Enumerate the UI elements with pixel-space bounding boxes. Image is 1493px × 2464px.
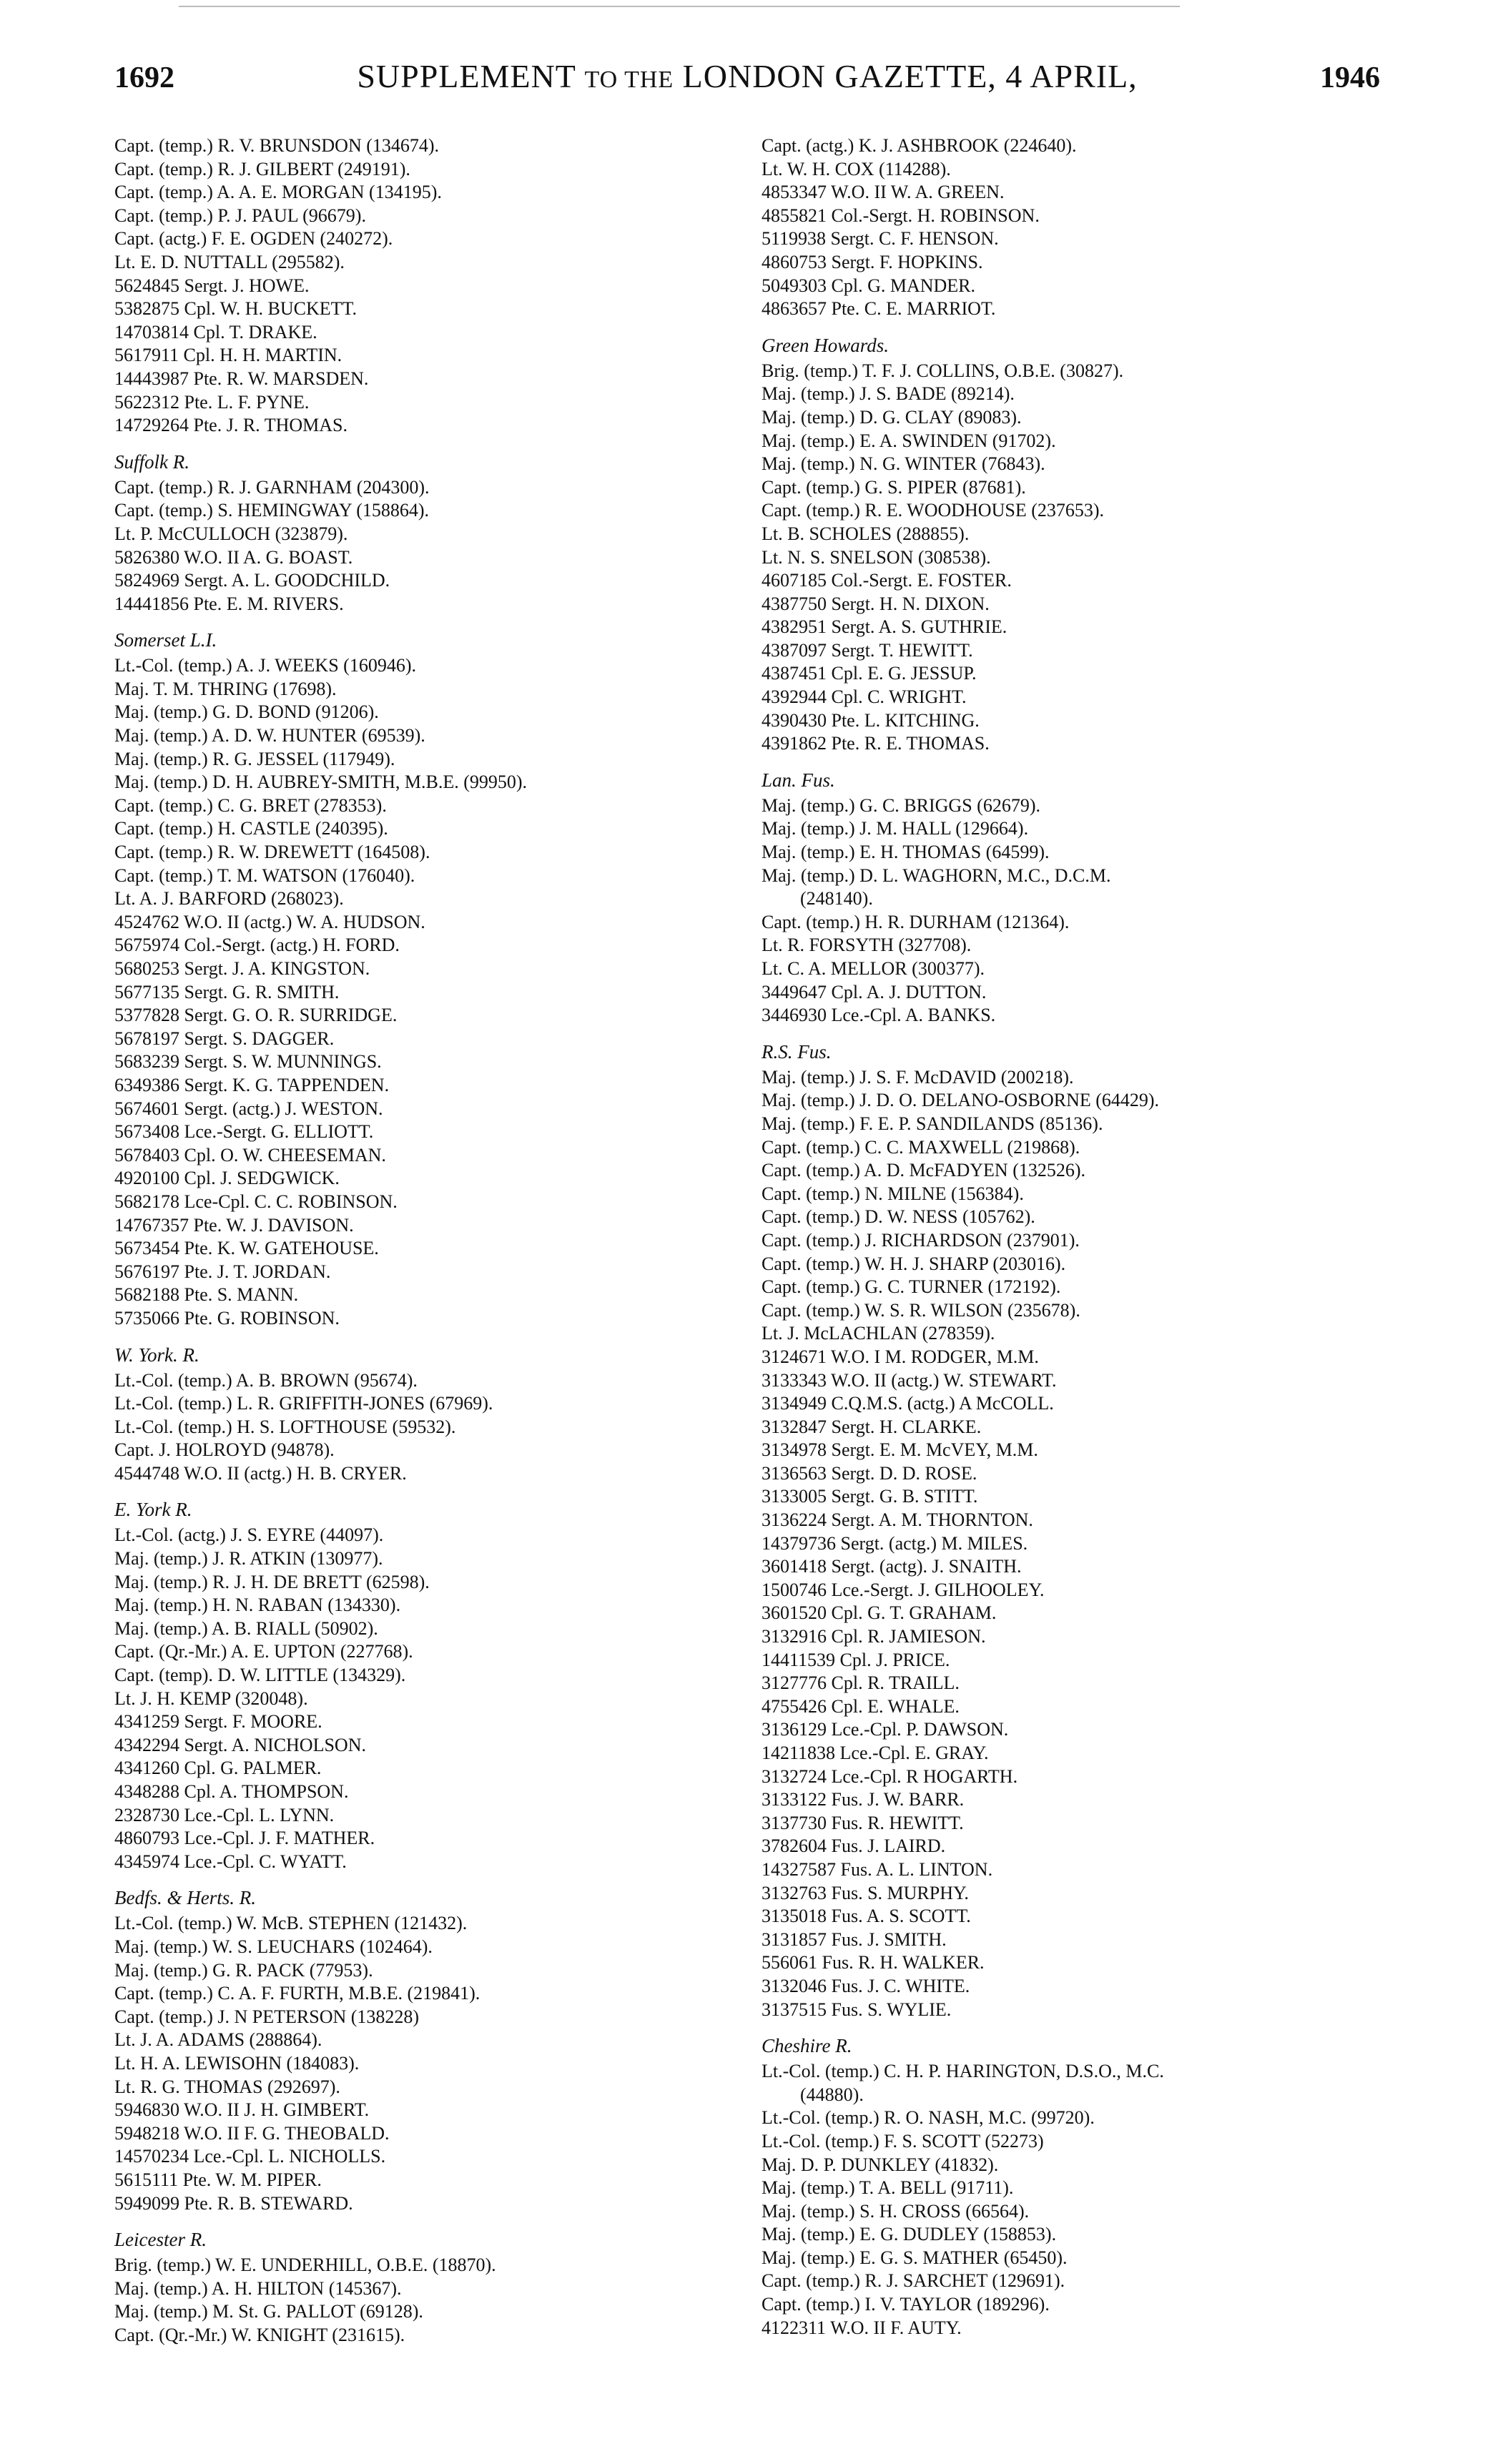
- list-entry: Capt. (temp.) A. D. McFADYEN (132526).: [762, 1160, 1086, 1181]
- list-entry: Maj. (temp.) J. S. BADE (89214).: [762, 383, 1015, 405]
- list-entry: 5049303 Cpl. G. MANDER.: [762, 275, 976, 296]
- list-entry: 4853347 W.O. II W. A. GREEN.: [762, 182, 1005, 203]
- title-part-b: LONDON GAZETTE, 4 APRIL,: [674, 58, 1138, 94]
- list-entry: Capt. (temp.) R. J. SARCHET (129691).: [762, 2270, 1065, 2292]
- list-entry: Maj. (temp.) E. H. THOMAS (64599).: [762, 842, 1050, 863]
- list-entry: Capt. (temp.) H. CASTLE (240395).: [114, 818, 388, 839]
- list-entry: Lt. P. McCULLOCH (323879).: [114, 523, 348, 544]
- list-entry: 4860753 Sergt. F. HOPKINS.: [762, 251, 983, 272]
- section-heading: Lan. Fus.: [762, 769, 835, 791]
- list-entry: 4920100 Cpl. J. SEDGWICK.: [114, 1168, 340, 1189]
- list-entry: Capt. (temp.) W. H. J. SHARP (203016).: [762, 1253, 1066, 1274]
- section-heading: Cheshire R.: [762, 2035, 852, 2057]
- list-entry: Lt. J. H. KEMP (320048).: [114, 1687, 308, 1709]
- list-entry: Maj. (temp.) J. R. ATKIN (130977).: [114, 1548, 383, 1569]
- list-entry: Capt. (temp). D. W. LITTLE (134329).: [114, 1665, 406, 1686]
- section-heading: Bedfs. & Herts. R.: [114, 1887, 256, 1909]
- list-entry: 3601520 Cpl. G. T. GRAHAM.: [762, 1602, 997, 1624]
- list-entry: 5624845 Sergt. J. HOWE.: [114, 275, 310, 296]
- list-entry: 556061 Fus. R. H. WALKER.: [762, 1952, 985, 1973]
- list-entry: Capt. (temp.) S. HEMINGWAY (158864).: [114, 500, 430, 521]
- list-entry: 5615111 Pte. W. M. PIPER.: [114, 2169, 322, 2190]
- list-entry: 3124671 W.O. I M. RODGER, M.M.: [762, 1346, 1039, 1367]
- list-entry: Capt. (temp.) W. S. R. WILSON (235678).: [762, 1299, 1080, 1321]
- list-entry: 3136129 Lce.-Cpl. P. DAWSON.: [762, 1719, 1009, 1740]
- list-entry: 5673454 Pte. K. W. GATEHOUSE.: [114, 1238, 379, 1259]
- list-entry: 4387750 Sergt. H. N. DIXON.: [762, 593, 990, 614]
- top-rule: [179, 6, 1180, 7]
- list-entry: Lt.-Col. (temp.) L. R. GRIFFITH-JONES (67969).: [114, 1393, 493, 1414]
- list-entry: 4755426 Cpl. E. WHALE.: [762, 1695, 960, 1717]
- list-entry: 4392944 Cpl. C. WRIGHT.: [762, 686, 967, 708]
- list-entry: 5946830 W.O. II J. H. GIMBERT.: [114, 2099, 370, 2121]
- list-entry: 5949099 Pte. R. B. STEWARD.: [114, 2192, 353, 2214]
- list-entry: Capt. (actg.) F. E. OGDEN (240272).: [114, 228, 393, 250]
- list-entry: 3137515 Fus. S. WYLIE.: [762, 1999, 952, 2020]
- list-entry: 5622312 Pte. L. F. PYNE.: [114, 391, 310, 413]
- page-number: 1692: [114, 61, 174, 94]
- list-entry: 3446930 Lce.-Cpl. A. BANKS.: [762, 1005, 996, 1026]
- list-entry: 5678197 Sergt. S. DAGGER.: [114, 1028, 335, 1049]
- section-heading: R.S. Fus.: [762, 1040, 832, 1063]
- list-entry: 3127776 Cpl. R. TRAILL.: [762, 1672, 960, 1694]
- list-entry: Capt. (temp.) J. RICHARDSON (237901).: [762, 1229, 1080, 1251]
- list-entry: Maj. (temp.) H. N. RABAN (134330).: [114, 1595, 401, 1616]
- list-entry: 3131857 Fus. J. SMITH.: [762, 1928, 947, 1950]
- title-part-to: TO THE: [584, 66, 674, 93]
- list-entry: 3136224 Sergt. A. M. THORNTON.: [762, 1509, 1033, 1531]
- list-entry: 4391862 Pte. R. E. THOMAS.: [762, 733, 990, 754]
- list-entry: Maj. (temp.) A. D. W. HUNTER (69539).: [114, 725, 425, 746]
- list-entry: Maj. (temp.) R. G. JESSEL (117949).: [114, 748, 395, 769]
- list-entry: 5674601 Sergt. (actg.) J. WESTON.: [114, 1098, 383, 1119]
- list-entry: Capt. (Qr.-Mr.) W. KNIGHT (231615).: [114, 2324, 405, 2345]
- list-entry: 5826380 W.O. II A. G. BOAST.: [114, 546, 353, 568]
- list-entry: 3132847 Sergt. H. CLARKE.: [762, 1416, 982, 1437]
- list-entry: Maj. (temp.) D. H. AUBREY-SMITH, M.B.E. (99950).: [114, 772, 528, 793]
- list-entry: 4341260 Cpl. G. PALMER.: [114, 1758, 322, 1779]
- list-entry: Maj. (temp.) G. C. BRIGGS (62679).: [762, 794, 1040, 816]
- list-entry: Maj. (temp.) E. G. DUDLEY (158853).: [762, 2224, 1057, 2245]
- list-entry: 4855821 Col.-Sergt. H. ROBINSON.: [762, 204, 1040, 226]
- list-entry: Lt.-Col. (temp.) A. B. BROWN (95674).: [114, 1369, 418, 1391]
- list-entry: 5735066 Pte. G. ROBINSON.: [114, 1307, 340, 1329]
- list-entry: 6349386 Sergt. K. G. TAPPENDEN.: [114, 1074, 390, 1095]
- list-entry: 3134949 C.Q.M.S. (actg.) A McCOLL.: [762, 1393, 1054, 1414]
- list-entry: Capt. (temp.) C. C. MAXWELL (219868).: [762, 1136, 1080, 1158]
- section-heading: Somerset L.I.: [114, 629, 217, 651]
- title-part-a: SUPPLEMENT: [357, 58, 585, 94]
- list-entry: 3132724 Lce.-Cpl. R HOGARTH.: [762, 1765, 1018, 1787]
- list-entry: 3134978 Sergt. E. M. McVEY, M.M.: [762, 1439, 1038, 1461]
- list-entry: 5676197 Pte. J. T. JORDAN.: [114, 1261, 331, 1282]
- list-entry: Lt. R. FORSYTH (327708).: [762, 935, 972, 956]
- section-heading: W. York. R.: [114, 1344, 199, 1366]
- list-entry: Lt. B. SCHOLES (288855).: [762, 523, 970, 544]
- list-entry: 3137730 Fus. R. HEWITT.: [762, 1812, 964, 1833]
- list-entry: 4348288 Cpl. A. THOMPSON.: [114, 1781, 349, 1802]
- list-entry: Capt. (temp.) P. J. PAUL (96679).: [114, 204, 366, 226]
- list-entry: 3133122 Fus. J. W. BARR.: [762, 1789, 965, 1810]
- list-entry: 3135018 Fus. A. S. SCOTT.: [762, 1906, 971, 1927]
- list-entry: 14570234 Lce.-Cpl. L. NICHOLLS.: [114, 2146, 386, 2167]
- list-entry: 14327587 Fus. A. L. LINTON.: [762, 1858, 993, 1880]
- list-entry: Capt. (temp.) G. S. PIPER (87681).: [762, 476, 1026, 498]
- list-entry: Maj. (temp.) G. R. PACK (77953).: [114, 1959, 373, 1981]
- list-entry: Capt. (temp.) N. MILNE (156384).: [762, 1183, 1024, 1204]
- list-entry: 5680253 Sergt. J. A. KINGSTON.: [114, 958, 370, 979]
- list-entry: Maj. (temp.) E. A. SWINDEN (91702).: [762, 430, 1056, 451]
- list-entry: 4345974 Lce.-Cpl. C. WYATT.: [114, 1851, 347, 1872]
- list-entry: Maj. (temp.) S. H. CROSS (66564).: [762, 2200, 1030, 2222]
- list-entry: 3132046 Fus. J. C. WHITE.: [762, 1975, 970, 1996]
- list-entry: 3601418 Sergt. (actg). J. SNAITH.: [762, 1556, 1022, 1577]
- section-heading: Suffolk R.: [114, 450, 189, 473]
- list-entry: Brig. (temp.) W. E. UNDERHILL, O.B.E. (18870).: [114, 2254, 496, 2276]
- list-entry: 5683239 Sergt. S. W. MUNNINGS.: [114, 1051, 382, 1073]
- list-entry: 5673408 Lce.-Sergt. G. ELLIOTT.: [114, 1121, 374, 1143]
- list-entry: 4390430 Pte. L. KITCHING.: [762, 709, 980, 731]
- list-entry: 3782604 Fus. J. LAIRD.: [762, 1835, 946, 1857]
- page-header: [114, 57, 1380, 114]
- list-entry: 5682178 Lce-Cpl. C. C. ROBINSON.: [114, 1191, 398, 1212]
- list-entry: Maj. D. P. DUNKLEY (41832).: [762, 2154, 999, 2175]
- list-entry: 14443987 Pte. R. W. MARSDEN.: [114, 368, 369, 389]
- list-entry: Lt. W. H. COX (114288).: [762, 158, 951, 179]
- list-entry: Capt. (Qr.-Mr.) A. E. UPTON (227768).: [114, 1641, 413, 1662]
- list-entry: Maj. (temp.) A. H. HILTON (145367).: [114, 2277, 402, 2299]
- list-entry: Lt. R. G. THOMAS (292697).: [114, 2076, 340, 2097]
- list-entry: Maj. (temp.) T. A. BELL (91711).: [762, 2177, 1014, 2199]
- list-entry: Lt.-Col. (temp.) A. J. WEEKS (160946).: [114, 655, 416, 676]
- list-entry: 5675974 Col.-Sergt. (actg.) H. FORD.: [114, 935, 400, 956]
- list-entry: 5682188 Pte. S. MANN.: [114, 1284, 299, 1306]
- list-entry: Lt. H. A. LEWISOHN (184083).: [114, 2052, 360, 2074]
- list-entry: Capt. J. HOLROYD (94878).: [114, 1439, 335, 1461]
- list-entry: 3449647 Cpl. A. J. DUTTON.: [762, 981, 987, 1002]
- list-entry: 3133005 Sergt. G. B. STITT.: [762, 1486, 978, 1507]
- list-entry: Maj. (temp.) R. J. H. DE BRETT (62598).: [114, 1571, 430, 1592]
- page-title: [357, 57, 1137, 95]
- section-heading: E. York R.: [114, 1499, 192, 1521]
- list-entry: 4544748 W.O. II (actg.) H. B. CRYER.: [114, 1462, 407, 1484]
- list-entry: Maj. (temp.) J. D. O. DELANO-OSBORNE (64429).: [762, 1090, 1160, 1111]
- list-entry: Lt. N. S. SNELSON (308538).: [762, 546, 991, 568]
- section-heading: Green Howards.: [762, 334, 889, 356]
- list-entry: 14211838 Lce.-Cpl. E. GRAY.: [762, 1743, 989, 1763]
- list-entry: 4342294 Sergt. A. NICHOLSON.: [114, 1734, 366, 1755]
- list-entry: 5382875 Cpl. W. H. BUCKETT.: [114, 298, 357, 320]
- entry-continuation: (248140).: [800, 888, 873, 910]
- list-entry: Maj. (temp.) A. B. RIALL (50902).: [114, 1617, 378, 1639]
- list-entry: Lt.-Col. (temp.) F. S. SCOTT (52273): [762, 2130, 1044, 2152]
- list-entry: Capt. (temp.) R. J. GARNHAM (204300).: [114, 476, 430, 498]
- list-entry: Lt.-Col. (temp.) W. McB. STEPHEN (121432).: [114, 1913, 468, 1934]
- list-entry: 5677135 Sergt. G. R. SMITH.: [114, 981, 340, 1002]
- list-entry: 5824969 Sergt. A. L. GOODCHILD.: [114, 570, 390, 591]
- list-entry: Capt. (temp.) J. N PETERSON (138228): [114, 2006, 420, 2027]
- list-entry: 4387097 Sergt. T. HEWITT.: [762, 639, 973, 661]
- list-entry: 4863657 Pte. C. E. MARRIOT.: [762, 298, 996, 320]
- list-entry: Maj. (temp.) N. G. WINTER (76843).: [762, 453, 1045, 475]
- list-entry: 14729264 Pte. J. R. THOMAS.: [114, 415, 348, 436]
- list-entry: 14703814 Cpl. T. DRAKE.: [114, 321, 317, 343]
- list-entry: Capt. (temp.) G. C. TURNER (172192).: [762, 1276, 1061, 1298]
- list-entry: Maj. (temp.) W. S. LEUCHARS (102464).: [114, 1936, 433, 1957]
- list-entry: Maj. (temp.) M. St. G. PALLOT (69128).: [114, 2301, 423, 2322]
- list-entry: 3132763 Fus. S. MURPHY.: [762, 1882, 969, 1903]
- list-entry: 4122311 W.O. II F. AUTY.: [762, 2317, 962, 2338]
- list-entry: Maj. (temp.) E. G. S. MATHER (65450).: [762, 2247, 1068, 2268]
- list-entry: 1500746 Lce.-Sergt. J. GILHOOLEY.: [762, 1579, 1045, 1600]
- list-entry: Lt. J. McLACHLAN (278359).: [762, 1323, 995, 1344]
- list-entry: Lt.-Col. (temp.) R. O. NASH, M.C. (99720).: [762, 2107, 1095, 2129]
- list-entry: 5377828 Sergt. G. O. R. SURRIDGE.: [114, 1005, 398, 1026]
- list-entry: Lt. E. D. NUTTALL (295582).: [114, 251, 345, 272]
- list-entry: Maj. (temp.) J. M. HALL (129664).: [762, 818, 1029, 839]
- list-entry: Brig. (temp.) T. F. J. COLLINS, O.B.E. (30827).: [762, 360, 1124, 381]
- list-entry: Maj. (temp.) J. S. F. McDAVID (200218).: [762, 1066, 1074, 1088]
- list-entry: Lt.-Col. (temp.) C. H. P. HARINGTON, D.S.O., M.C.: [762, 2061, 1164, 2082]
- list-entry: 3132916 Cpl. R. JAMIESON.: [762, 1626, 986, 1647]
- list-entry: Lt. A. J. BARFORD (268023).: [114, 888, 344, 910]
- list-entry: Capt. (temp.) T. M. WATSON (176040).: [114, 864, 415, 886]
- list-entry: Capt. (temp.) C. G. BRET (278353).: [114, 794, 387, 816]
- list-entry: Lt.-Col. (temp.) H. S. LOFTHOUSE (59532).: [114, 1416, 456, 1437]
- list-entry: Capt. (temp.) A. A. E. MORGAN (134195).: [114, 182, 442, 203]
- list-entry: 14767357 Pte. W. J. DAVISON.: [114, 1214, 354, 1236]
- list-entry: 2328730 Lce.-Cpl. L. LYNN.: [114, 1804, 335, 1825]
- list-entry: Capt. (temp.) R. V. BRUNSDON (134674).: [114, 135, 440, 156]
- list-entry: Maj. (temp.) G. D. BOND (91206).: [114, 701, 379, 723]
- list-entry: Lt. J. A. ADAMS (288864).: [114, 2029, 322, 2051]
- list-entry: 14441856 Pte. E. M. RIVERS.: [114, 593, 344, 614]
- list-entry: 4860793 Lce.-Cpl. J. F. MATHER.: [114, 1828, 375, 1849]
- list-entry: 5119938 Sergt. C. F. HENSON.: [762, 228, 999, 250]
- list-entry: 3136563 Sergt. D. D. ROSE.: [762, 1462, 977, 1484]
- list-entry: Capt. (temp.) H. R. DURHAM (121364).: [762, 911, 1070, 932]
- right-column: [762, 134, 1391, 2340]
- list-entry: 5617911 Cpl. H. H. MARTIN.: [114, 345, 343, 366]
- list-entry: 5678403 Cpl. O. W. CHEESEMAN.: [114, 1144, 386, 1166]
- section-heading: Leicester R.: [114, 2229, 207, 2251]
- list-entry: 3133343 W.O. II (actg.) W. STEWART.: [762, 1369, 1057, 1391]
- entry-continuation: (44880).: [800, 2084, 864, 2105]
- list-entry: 4524762 W.O. II (actg.) W. A. HUDSON.: [114, 911, 425, 932]
- list-entry: Maj. T. M. THRING (17698).: [114, 678, 337, 699]
- left-column: [114, 134, 744, 2347]
- list-entry: Maj. (temp.) F. E. P. SANDILANDS (85136).: [762, 1113, 1103, 1134]
- list-entry: Capt. (temp.) R. J. GILBERT (249191).: [114, 158, 410, 179]
- list-entry: 4607185 Col.-Sergt. E. FOSTER.: [762, 570, 1012, 591]
- list-entry: 4341259 Sergt. F. MOORE.: [114, 1711, 322, 1733]
- list-entry: 14379736 Sergt. (actg.) M. MILES.: [762, 1532, 1028, 1554]
- list-entry: Capt. (temp.) C. A. F. FURTH, M.B.E. (219841).: [114, 1983, 481, 2004]
- list-entry: 4387451 Cpl. E. G. JESSUP.: [762, 663, 977, 684]
- list-entry: 5948218 W.O. II F. G. THEOBALD.: [114, 2122, 390, 2144]
- list-entry: Lt.-Col. (actg.) J. S. EYRE (44097).: [114, 1524, 384, 1546]
- list-entry: Capt. (temp.) I. V. TAYLOR (189296).: [762, 2294, 1050, 2315]
- list-entry: Capt. (temp.) R. W. DREWETT (164508).: [114, 842, 430, 863]
- list-entry: 14411539 Cpl. J. PRICE.: [762, 1649, 950, 1670]
- list-entry: Capt. (temp.) D. W. NESS (105762).: [762, 1206, 1035, 1228]
- list-entry: Capt. (temp.) R. E. WOODHOUSE (237653).: [762, 500, 1105, 521]
- list-entry: Maj. (temp.) D. G. CLAY (89083).: [762, 406, 1022, 428]
- list-entry: 4382951 Sergt. A. S. GUTHRIE.: [762, 616, 1007, 638]
- page-year: 1946: [1320, 61, 1380, 94]
- list-entry: Maj. (temp.) D. L. WAGHORN, M.C., D.C.M.: [762, 864, 1111, 886]
- list-entry: Capt. (actg.) K. J. ASHBROOK (224640).: [762, 135, 1077, 156]
- list-entry: Lt. C. A. MELLOR (300377).: [762, 958, 985, 979]
